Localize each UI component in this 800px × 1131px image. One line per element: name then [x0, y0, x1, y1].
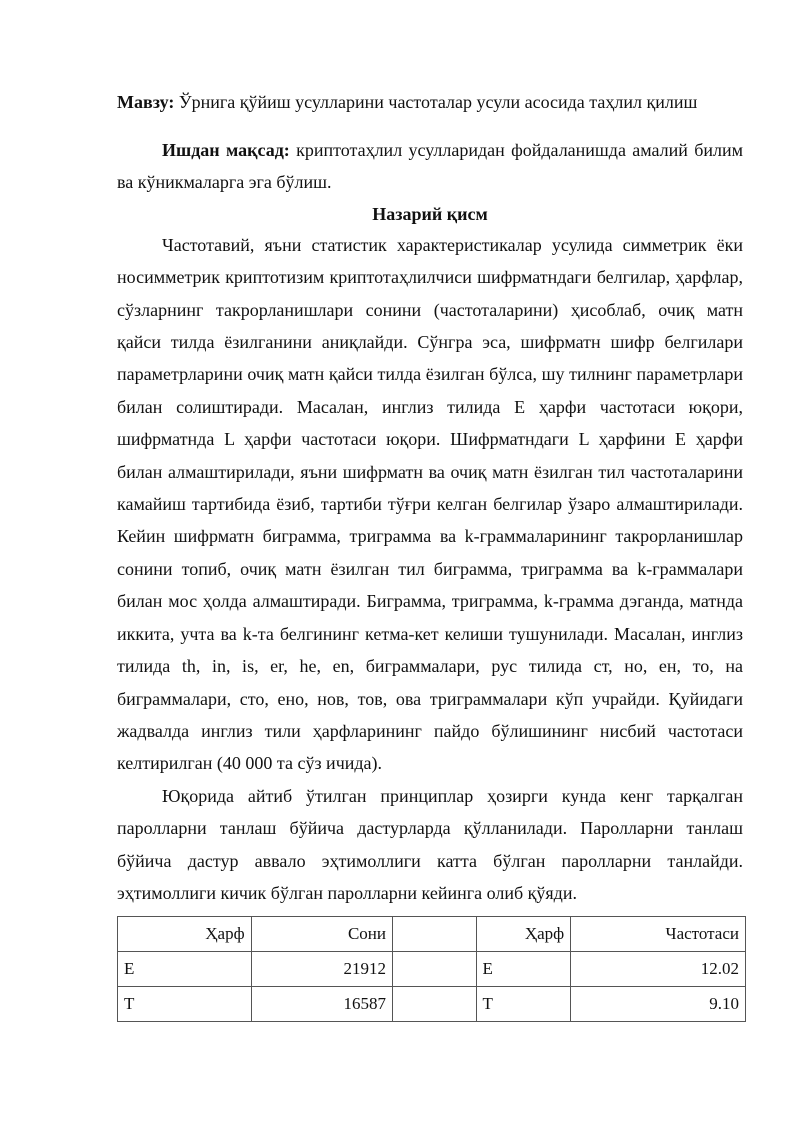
table-header-letter: Ҳарф: [476, 917, 571, 952]
section-heading: Назарий қисм: [372, 203, 488, 224]
table-cell-empty: [393, 952, 477, 987]
table-cell-count: 16587: [251, 987, 392, 1022]
table-cell-frequency: 12.02: [571, 952, 746, 987]
topic-line: [117, 88, 743, 116]
paragraph-password-selection: Юқорида айтиб ўтилган принциплар ҳозирги кунда кенг тарқалган паролларни танлаш бўйича дастурларда қўлланилади. Паролларни танлаш бўйича дастур аввало эҳтимоллиги катта бўлган паролларни танлайди. эҳтимоллиги кичик бўлган паролларни кейинга олиб қўяди.: [117, 785, 743, 903]
table-header-frequency: Частотаси: [571, 917, 746, 952]
letter-frequency-table: [117, 916, 746, 1022]
table-cell-letter: T: [118, 987, 252, 1022]
goal-label: Ишдан мақсад:: [162, 140, 290, 160]
table-cell-letter: E: [118, 952, 252, 987]
paragraph-frequency-method: Частотавий, яъни статистик характеристикалар усулида симметрик ёки носимметрик криптотизим криптотаҳлилчиси шифрматндаги белгилар, ҳарфлар, сўзларнинг такрорланишлари сонини (частоталарини) ҳисоблаб, очиқ матн қайси тилда ёзилганини аниқлайди. Сўнгра эса, шифрматн шифр белгилари параметрларини очиқ матн қайси тилда ёзилган бўлса, шу тилнинг параметрлари билан солиштиради. Масалан, инглиз тилида E ҳарфи частотаси юқори, шифрматнда L ҳарфи частотаси юқори. Шифрматндаги L ҳарфини E ҳарфи билан алмаштирилади, яъни шифрматн ва очиқ матн ёзилган тил частоталарини камайиш тартибида ёзиб, тартиби тўғри келган белгилар ўзаро алмаштирилади. Кейин шифрматн биграмма, триграмма ва k-граммаларининг такрорланишлар сонини топиб, очиқ матн ёзилган тил биграмма, триграмма ва k-граммалари билан мос ҳолда алмаштиради. Биграмма, триграмма, k-грамма дэганда, матнда иккита, учта ва k-та белгининг кетма-кет келиши тушунилади. Масалан, инглиз тилида th, in, is, er, he, en, биграммалари, рус тилида ст, но, ен, то, на биграммалари, сто, ено, нов, тов, ова триграммалари кўп учрайди. Қуйидаги жадвалда инглиз тили ҳарфларининг пайдо бўлишининг нисбий частотаси келтирилган (40 000 та сўз ичида).: [117, 234, 743, 774]
goal-paragraph: [117, 134, 743, 199]
topic-text: Ўрнига қўйиш усулларини частоталар усули асосида таҳлил қилиш: [174, 92, 698, 112]
table-header-letter: Ҳарф: [118, 917, 252, 952]
goal-text: криптотаҳлил усулларидан фойдаланишда амалий билим ва кўникмаларга эга бўлиш.: [117, 140, 743, 193]
table-header-count: Сони: [251, 917, 392, 952]
table-cell-letter: T: [476, 987, 571, 1022]
table-header-empty: [393, 917, 477, 952]
table-cell-letter: E: [476, 952, 571, 987]
table-cell-count: 21912: [251, 952, 392, 987]
table-row: [118, 987, 746, 1022]
table-cell-frequency: 9.10: [571, 987, 746, 1022]
table-header-row: [118, 917, 746, 952]
topic-label: Мавзу:: [117, 92, 175, 112]
document-page: [117, 88, 743, 1022]
table-row: [118, 952, 746, 987]
table-cell-empty: [393, 987, 477, 1022]
